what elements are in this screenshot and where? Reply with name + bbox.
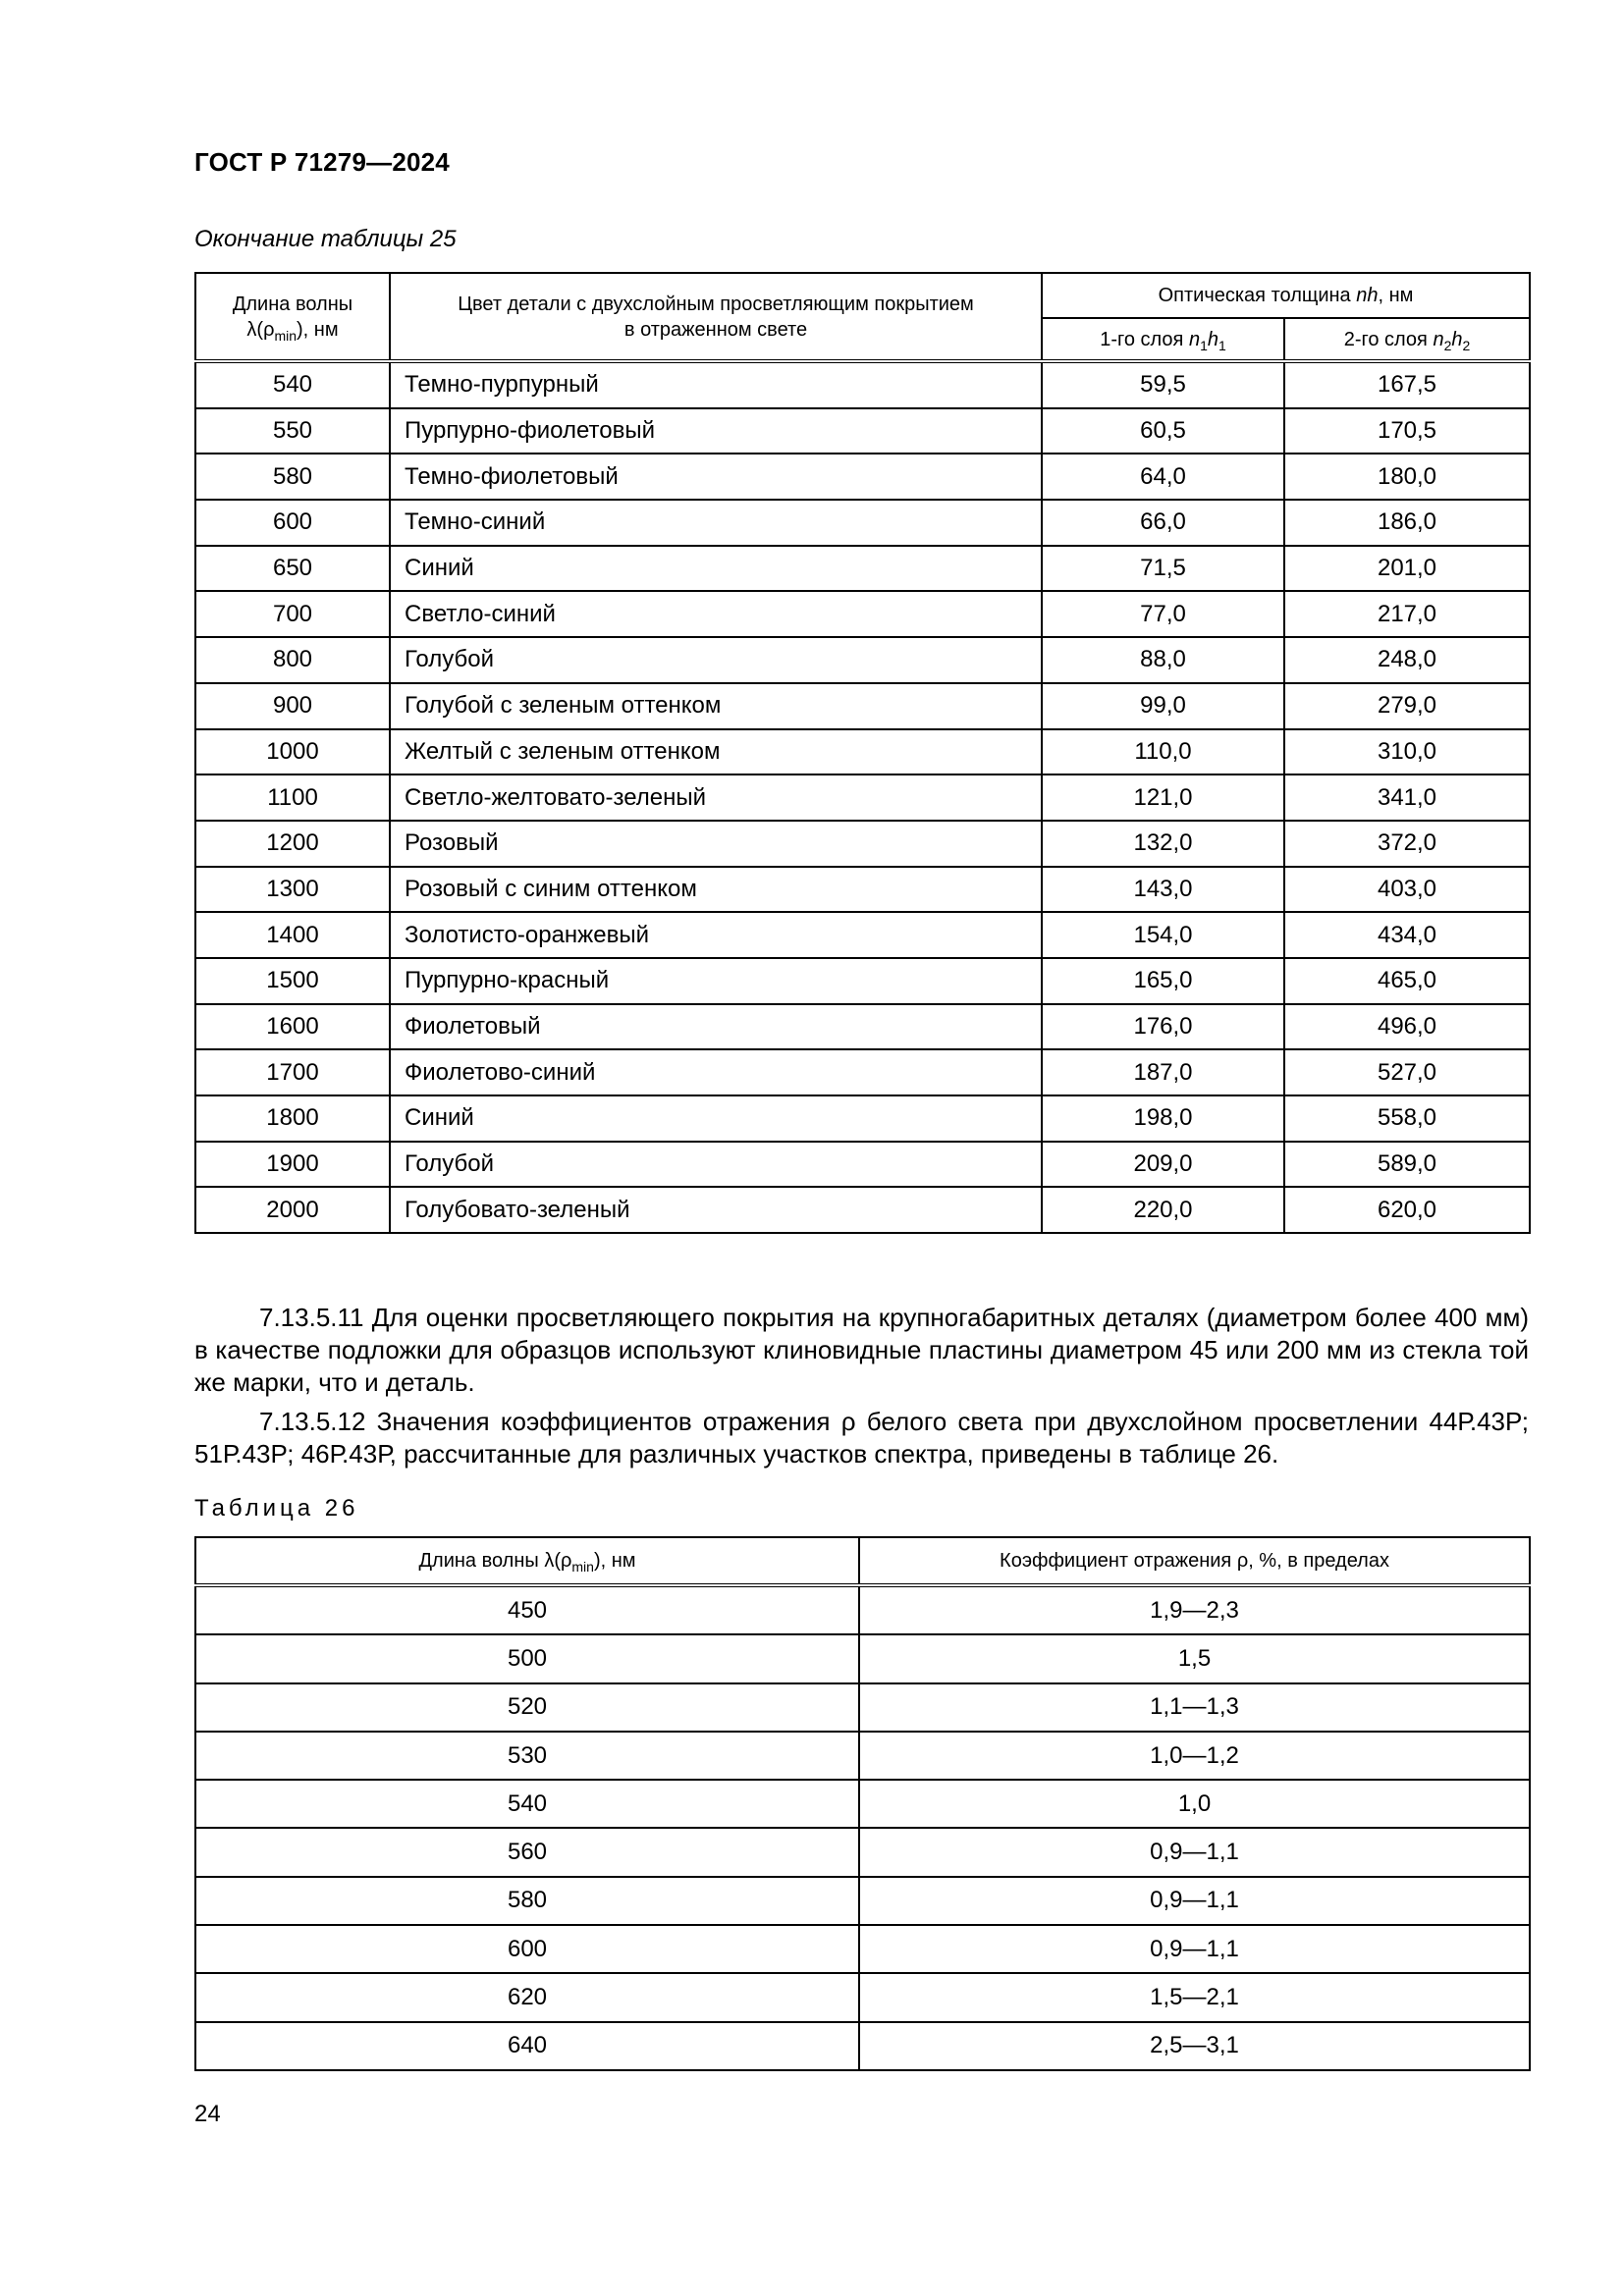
table-25	[194, 272, 1531, 1234]
cell-reflection-coefficient: 1,0	[859, 1780, 1530, 1828]
layer1-n: n	[1188, 328, 1201, 350]
cell-layer1: 132,0	[1042, 821, 1284, 867]
cell-color: Голубой	[390, 637, 1042, 683]
wavelength-symbol: λ(ρ	[246, 318, 275, 341]
cell-wavelength: 1500	[195, 958, 390, 1004]
cell-layer2: 180,0	[1284, 454, 1530, 500]
cell-wavelength: 520	[195, 1683, 859, 1732]
table-row	[195, 1049, 1530, 1095]
table-26-caption: Таблица 26	[194, 1495, 359, 1522]
cell-color: Темно-пурпурный	[390, 361, 1042, 408]
cell-wavelength: 500	[195, 1634, 859, 1682]
table-row	[195, 1683, 1530, 1732]
cell-layer2: 558,0	[1284, 1095, 1530, 1142]
cell-reflection-coefficient: 2,5—3,1	[859, 2022, 1530, 2070]
cell-wavelength: 540	[195, 1780, 859, 1828]
col-header-optical-thickness	[1042, 273, 1530, 318]
cell-wavelength: 1600	[195, 1004, 390, 1050]
cell-layer1: 99,0	[1042, 683, 1284, 729]
cell-layer2: 372,0	[1284, 821, 1530, 867]
table-row	[195, 1828, 1530, 1876]
col-header-layer2	[1284, 318, 1530, 361]
table-row	[195, 912, 1530, 958]
cell-layer2: 465,0	[1284, 958, 1530, 1004]
cell-wavelength: 580	[195, 454, 390, 500]
table-row	[195, 546, 1530, 592]
col-header-color-line1: Цвет детали с двухслойным просветляющим покрытием	[458, 293, 974, 315]
cell-layer1: 165,0	[1042, 958, 1284, 1004]
cell-layer1: 60,5	[1042, 408, 1284, 454]
cell-layer1: 198,0	[1042, 1095, 1284, 1142]
optical-thickness-unit: , нм	[1378, 285, 1414, 306]
optical-thickness-symbol: nh	[1356, 285, 1379, 306]
table-row	[195, 1142, 1530, 1188]
cell-layer2: 310,0	[1284, 729, 1530, 775]
layer1-h-sub: 1	[1218, 337, 1226, 353]
cell-layer1: 209,0	[1042, 1142, 1284, 1188]
cell-layer2: 201,0	[1284, 546, 1530, 592]
table-row	[195, 2022, 1530, 2070]
table-row	[195, 1634, 1530, 1682]
layer2-prefix: 2-го слоя	[1343, 328, 1434, 350]
cell-wavelength: 1400	[195, 912, 390, 958]
cell-wavelength: 600	[195, 1925, 859, 1973]
table-row	[195, 958, 1530, 1004]
cell-layer1: 121,0	[1042, 774, 1284, 821]
col-header-wavelength-line1: Длина волны	[232, 293, 353, 315]
paragraph-7-13-5-11: 7.13.5.11 Для оценки просветляющего покрытия на крупногабаритных деталях (диаметром более 400 мм) в качестве подложки для образцов используют клиновидные пластины диаметром 45 или 200 мм из стекла той же марки, что и деталь.	[194, 1303, 1529, 1397]
wavelength-subscript: min	[274, 327, 298, 344]
cell-layer2: 170,5	[1284, 408, 1530, 454]
cell-layer1: 187,0	[1042, 1049, 1284, 1095]
cell-layer1: 88,0	[1042, 637, 1284, 683]
table-row	[195, 1732, 1530, 1780]
cell-layer2: 403,0	[1284, 867, 1530, 913]
table-26-body	[195, 1585, 1530, 2070]
paragraph-7-13-5-12: 7.13.5.12 Значения коэффициентов отражения ρ белого света при двухслойном просветлении 44Р.43Р; 51Р.43Р; 46Р.43Р, рассчитанные для различных участков спектра, приведены в таблице 26.	[194, 1407, 1529, 1468]
table-row	[195, 821, 1530, 867]
cell-color: Темно-фиолетовый	[390, 454, 1042, 500]
col-header-layer1	[1042, 318, 1284, 361]
cell-layer2: 341,0	[1284, 774, 1530, 821]
table-row	[195, 729, 1530, 775]
col-header-wavelength-26	[195, 1537, 859, 1585]
cell-color: Светло-желтовато-зеленый	[390, 774, 1042, 821]
cell-layer1: 71,5	[1042, 546, 1284, 592]
cell-wavelength: 540	[195, 361, 390, 408]
layer2-n: n	[1433, 328, 1444, 350]
cell-wavelength: 700	[195, 591, 390, 637]
cell-layer1: 77,0	[1042, 591, 1284, 637]
cell-layer2: 496,0	[1284, 1004, 1530, 1050]
cell-color: Темно-синий	[390, 500, 1042, 546]
cell-layer2: 620,0	[1284, 1187, 1530, 1233]
cell-color: Пурпурно-фиолетовый	[390, 408, 1042, 454]
cell-wavelength: 600	[195, 500, 390, 546]
cell-layer2: 248,0	[1284, 637, 1530, 683]
cell-reflection-coefficient: 1,5—2,1	[859, 1973, 1530, 2021]
layer2-h: h	[1451, 328, 1463, 350]
layer1-h: h	[1207, 328, 1218, 350]
cell-wavelength: 1200	[195, 821, 390, 867]
wavelength-26-prefix: Длина волны λ(ρ	[418, 1549, 572, 1572]
cell-wavelength: 640	[195, 2022, 859, 2070]
table-row	[195, 867, 1530, 913]
table-row	[195, 454, 1530, 500]
cell-layer2: 434,0	[1284, 912, 1530, 958]
layer2-n-sub: 2	[1443, 337, 1452, 353]
cell-color: Синий	[390, 1095, 1042, 1142]
wavelength-unit: ), нм	[297, 318, 339, 341]
cell-layer2: 217,0	[1284, 591, 1530, 637]
cell-layer1: 66,0	[1042, 500, 1284, 546]
cell-color: Фиолетовый	[390, 1004, 1042, 1050]
col-header-color	[390, 273, 1042, 361]
table-row	[195, 500, 1530, 546]
cell-layer1: 220,0	[1042, 1187, 1284, 1233]
cell-color: Фиолетово-синий	[390, 1049, 1042, 1095]
cell-layer1: 110,0	[1042, 729, 1284, 775]
table-row	[195, 1004, 1530, 1050]
table-row	[195, 361, 1530, 408]
cell-layer2: 186,0	[1284, 500, 1530, 546]
cell-wavelength: 1800	[195, 1095, 390, 1142]
cell-wavelength: 800	[195, 637, 390, 683]
col-header-reflection-coefficient: Коэффициент отражения ρ, %, в пределах	[859, 1537, 1530, 1585]
cell-reflection-coefficient: 0,9—1,1	[859, 1828, 1530, 1876]
table-row	[195, 774, 1530, 821]
cell-reflection-coefficient: 0,9—1,1	[859, 1925, 1530, 1973]
col-header-color-line2: в отраженном свете	[623, 318, 808, 341]
cell-color: Светло-синий	[390, 591, 1042, 637]
table-row	[195, 637, 1530, 683]
cell-reflection-coefficient: 1,0—1,2	[859, 1732, 1530, 1780]
cell-wavelength: 650	[195, 546, 390, 592]
wavelength-26-unit: ), нм	[593, 1549, 636, 1572]
table-row	[195, 1780, 1530, 1828]
cell-reflection-coefficient: 1,1—1,3	[859, 1683, 1530, 1732]
table-row	[195, 591, 1530, 637]
optical-thickness-prefix: Оптическая толщина	[1158, 285, 1357, 306]
cell-wavelength: 1100	[195, 774, 390, 821]
cell-reflection-coefficient: 0,9—1,1	[859, 1877, 1530, 1925]
cell-layer2: 167,5	[1284, 361, 1530, 408]
cell-layer1: 176,0	[1042, 1004, 1284, 1050]
wavelength-26-subscript: min	[571, 1558, 594, 1575]
cell-wavelength: 1700	[195, 1049, 390, 1095]
cell-layer1: 64,0	[1042, 454, 1284, 500]
cell-color: Пурпурно-красный	[390, 958, 1042, 1004]
layer1-n-sub: 1	[1200, 337, 1208, 353]
cell-color: Голубой с зеленым оттенком	[390, 683, 1042, 729]
table-row	[195, 1585, 1530, 1634]
table-row	[195, 1973, 1530, 2021]
table-26	[194, 1536, 1531, 2071]
cell-wavelength: 1300	[195, 867, 390, 913]
layer1-prefix: 1-го слоя	[1100, 328, 1189, 350]
cell-wavelength: 560	[195, 1828, 859, 1876]
table-25-body	[195, 361, 1530, 1233]
cell-wavelength: 2000	[195, 1187, 390, 1233]
cell-wavelength: 530	[195, 1732, 859, 1780]
cell-layer1: 59,5	[1042, 361, 1284, 408]
page-number: 24	[194, 2101, 221, 2127]
cell-wavelength: 900	[195, 683, 390, 729]
cell-wavelength: 550	[195, 408, 390, 454]
cell-wavelength: 620	[195, 1973, 859, 2021]
document-title: ГОСТ Р 71279—2024	[194, 147, 450, 177]
cell-layer2: 589,0	[1284, 1142, 1530, 1188]
cell-color: Желтый с зеленым оттенком	[390, 729, 1042, 775]
col-header-wavelength	[195, 273, 390, 361]
cell-color: Голубой	[390, 1142, 1042, 1188]
table-row	[195, 1925, 1530, 1973]
cell-color: Розовый с синим оттенком	[390, 867, 1042, 913]
table-row	[195, 1187, 1530, 1233]
cell-layer2: 279,0	[1284, 683, 1530, 729]
table-row	[195, 408, 1530, 454]
cell-color: Синий	[390, 546, 1042, 592]
cell-layer2: 527,0	[1284, 1049, 1530, 1095]
cell-wavelength: 580	[195, 1877, 859, 1925]
cell-color: Голубовато-зеленый	[390, 1187, 1042, 1233]
cell-layer1: 154,0	[1042, 912, 1284, 958]
cell-wavelength: 450	[195, 1585, 859, 1634]
table-row	[195, 1877, 1530, 1925]
cell-wavelength: 1900	[195, 1142, 390, 1188]
cell-reflection-coefficient: 1,9—2,3	[859, 1585, 1530, 1634]
cell-wavelength: 1000	[195, 729, 390, 775]
table-25-caption: Окончание таблицы 25	[194, 226, 457, 252]
table-row	[195, 1095, 1530, 1142]
cell-layer1: 143,0	[1042, 867, 1284, 913]
cell-color: Золотисто-оранжевый	[390, 912, 1042, 958]
layer2-h-sub: 2	[1462, 337, 1471, 353]
cell-color: Розовый	[390, 821, 1042, 867]
table-row	[195, 683, 1530, 729]
cell-reflection-coefficient: 1,5	[859, 1634, 1530, 1682]
